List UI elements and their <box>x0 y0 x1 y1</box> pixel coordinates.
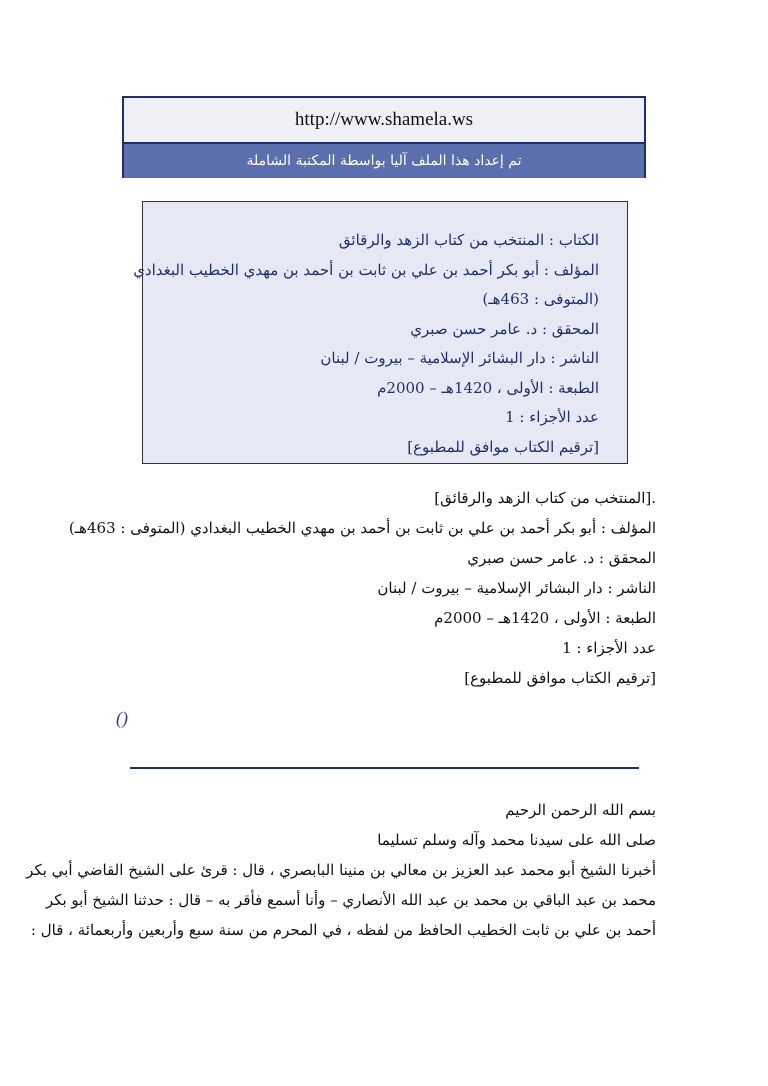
main-numbering: [ترقيم الكتاب موافق للمطبوع] <box>464 669 656 687</box>
website-url[interactable]: http://www.shamela.ws <box>124 98 644 144</box>
info-numbering: [ترقيم الكتاب موافق للمطبوع] <box>407 437 599 456</box>
main-edition: الطبعة : الأولى ، 1420هـ – 2000م <box>434 609 656 627</box>
info-parts: عدد الأجزاء : 1 <box>505 408 599 426</box>
info-edition: الطبعة : الأولى ، 1420هـ – 2000م <box>377 378 599 397</box>
book-info-box <box>133 201 628 464</box>
banner-subtitle: تم إعداد هذا الملف آليا بواسطة المكتبة الشاملة <box>124 144 644 178</box>
body-line: أخبرنا الشيخ أبو محمد عبد العزيز بن معالي بن منينا البابصري ، قال : قرئ على الشيخ القاضي أبي بكر <box>26 861 656 879</box>
footnote-marker[interactable]: () <box>116 708 128 728</box>
separator-line <box>130 767 639 769</box>
info-editor: المحقق : د. عامر حسن صبري <box>410 319 599 338</box>
source-banner <box>122 96 646 178</box>
main-title: .[المنتخب من كتاب الزهد والرقائق] <box>434 489 656 507</box>
main-publisher: الناشر : دار البشائر الإسلامية – بيروت / لبنان <box>377 579 656 597</box>
info-author: المؤلف : أبو بكر أحمد بن علي بن ثابت بن أحمد بن مهدي الخطيب البغدادي <box>133 260 599 279</box>
main-parts: عدد الأجزاء : 1 <box>562 639 656 657</box>
info-death: (المتوفى : 463هـ) <box>482 290 599 308</box>
info-book: الكتاب : المنتخب من كتاب الزهد والرقائق <box>338 231 599 249</box>
body-line: صلى الله على سيدنا محمد وآله وسلم تسليما <box>377 831 656 849</box>
body-text <box>26 795 656 945</box>
main-book-info <box>68 483 656 693</box>
body-line: أحمد بن علي بن ثابت الخطيب الحافظ من لفظه ، في المحرم من سنة سبع وأربعين وأربعمائة ، قال : <box>30 921 656 939</box>
body-line: بسم الله الرحمن الرحيم <box>505 801 656 819</box>
info-publisher: الناشر : دار البشائر الإسلامية – بيروت / لبنان <box>320 349 599 367</box>
main-editor: المحقق : د. عامر حسن صبري <box>467 549 656 567</box>
body-line: محمد بن عبد الباقي بن محمد بن عبد الله الأنصاري – وأنا أسمع فأقر به – قال : حدثنا الشيخ أبو بكر <box>45 891 656 909</box>
main-author: المؤلف : أبو بكر أحمد بن علي بن ثابت بن أحمد بن مهدي الخطيب البغدادي (المتوفى : 463هـ) <box>68 519 656 537</box>
